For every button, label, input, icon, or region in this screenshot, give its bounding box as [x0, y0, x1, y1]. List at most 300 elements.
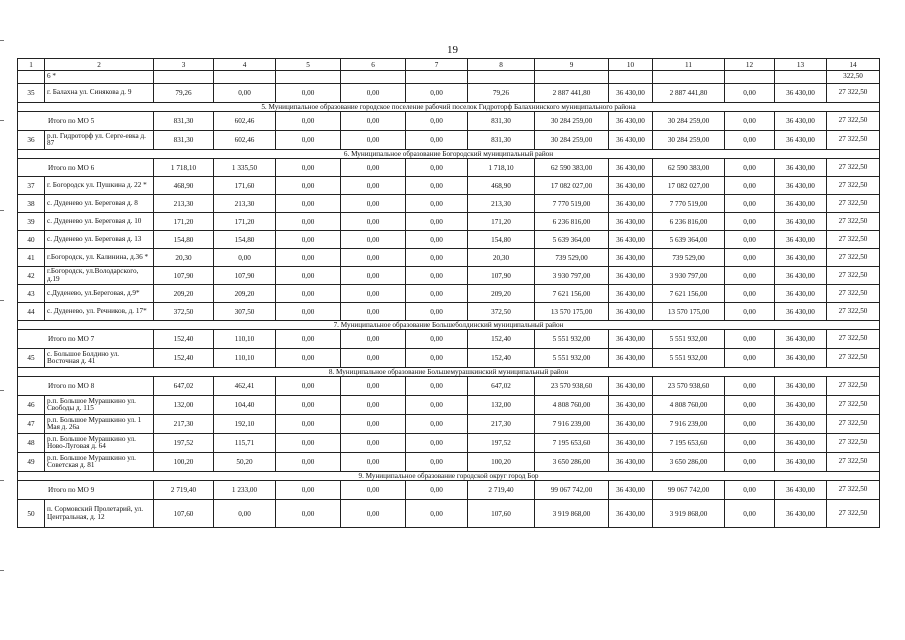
data-table [17, 58, 880, 528]
table-cell: 0,00 [406, 195, 468, 213]
table-cell: 0,00 [276, 500, 341, 528]
table-cell: 0,00 [341, 195, 406, 213]
table-cell: 322,50 [827, 71, 880, 84]
address-cell: с. Дуденево ул. Береговая д. 13 [45, 231, 154, 249]
table-cell [341, 71, 406, 84]
table-cell: 372,50 [468, 303, 535, 321]
table-cell: 0,00 [725, 330, 775, 349]
table-cell: 110,10 [214, 330, 276, 349]
table-cell: 7 621 156,00 [653, 285, 725, 303]
table-cell: 3 930 797,00 [653, 267, 725, 285]
table-cell: 17 082 027,00 [535, 177, 609, 195]
table-row [18, 500, 880, 528]
subtotal-label: Итого по МО 8 [18, 377, 154, 396]
subtotal-row [18, 112, 880, 131]
table-cell: 17 082 027,00 [653, 177, 725, 195]
table-cell: 20,30 [468, 249, 535, 267]
table-cell: 152,40 [468, 330, 535, 349]
table-cell: 209,20 [468, 285, 535, 303]
table-row [18, 349, 880, 368]
table-cell: 152,40 [468, 349, 535, 368]
table-cell: 0,00 [725, 213, 775, 231]
section-heading-row [18, 368, 880, 377]
table-cell: 0,00 [276, 453, 341, 472]
table-cell: 171,60 [214, 177, 276, 195]
table-cell: 0,00 [276, 267, 341, 285]
table-cell: 13 570 175,00 [535, 303, 609, 321]
table-cell: 27 322,50 [827, 377, 880, 396]
table-cell: 36 430,00 [609, 213, 653, 231]
table-cell: 0,00 [276, 330, 341, 349]
table-cell: 36 430,00 [775, 131, 827, 150]
table-cell: 0,00 [276, 159, 341, 177]
table-row [18, 131, 880, 150]
table-cell: 7 195 653,60 [535, 434, 609, 453]
table-cell: 13 570 175,00 [653, 303, 725, 321]
table-cell: 36 430,00 [775, 285, 827, 303]
table-cell: 0,00 [341, 213, 406, 231]
table-cell: 3 650 286,00 [653, 453, 725, 472]
table-cell: 1 718,10 [154, 159, 214, 177]
table-cell: 0,00 [725, 231, 775, 249]
table-cell: 0,00 [406, 434, 468, 453]
table-cell: 36 430,00 [609, 481, 653, 500]
table-cell: 602,46 [214, 112, 276, 131]
table-cell: 0,00 [341, 349, 406, 368]
table-cell: 30 284 259,00 [653, 112, 725, 131]
table-cell: 36 430,00 [609, 330, 653, 349]
table-cell: 27 322,50 [827, 267, 880, 285]
table-cell: 0,00 [406, 377, 468, 396]
subtotal-label: Итого по МО 9 [18, 481, 154, 500]
subtotal-row [18, 377, 880, 396]
table-row [18, 84, 880, 103]
address-cell: с. Дуденево ул. Береговая д. 10 [45, 213, 154, 231]
table-cell: 0,00 [341, 112, 406, 131]
table-cell: 36 430,00 [609, 249, 653, 267]
table-cell: 831,30 [154, 112, 214, 131]
table-cell: 647,02 [154, 377, 214, 396]
table-cell: 0,00 [406, 396, 468, 415]
section-heading-row [18, 472, 880, 481]
table-cell: 0,00 [276, 349, 341, 368]
table-cell: 0,00 [406, 500, 468, 528]
row-number-cell: 37 [18, 177, 45, 195]
table-cell: 0,00 [406, 159, 468, 177]
table-cell: 2 887 441,80 [535, 84, 609, 103]
table-cell: 0,00 [725, 84, 775, 103]
table-cell: 115,71 [214, 434, 276, 453]
table-cell [406, 71, 468, 84]
table-cell: 27 322,50 [827, 84, 880, 103]
row-number-cell: 41 [18, 249, 45, 267]
column-number: 7 [406, 59, 468, 71]
column-number: 3 [154, 59, 214, 71]
table-cell: 213,30 [214, 195, 276, 213]
section-heading-row [18, 103, 880, 112]
table-cell: 0,00 [276, 396, 341, 415]
table-cell: 0,00 [725, 195, 775, 213]
table-cell: 0,00 [406, 349, 468, 368]
table-cell [653, 71, 725, 84]
address-cell: г.Богородск, ул. Калинина, д.36 * [45, 249, 154, 267]
table-cell: 0,00 [725, 377, 775, 396]
table-cell: 1 335,50 [214, 159, 276, 177]
table-cell: 36 430,00 [609, 303, 653, 321]
column-number: 13 [775, 59, 827, 71]
table-row [18, 177, 880, 195]
table-cell [214, 71, 276, 84]
table-row [18, 267, 880, 285]
table-cell: 0,00 [725, 481, 775, 500]
table-body [18, 59, 880, 528]
table-cell: 831,30 [468, 112, 535, 131]
table-cell: 27 322,50 [827, 396, 880, 415]
table-cell: 7 770 519,00 [535, 195, 609, 213]
column-number: 14 [827, 59, 880, 71]
row-number-cell: 48 [18, 434, 45, 453]
table-cell: 3 930 797,00 [535, 267, 609, 285]
table-cell: 5 639 364,00 [653, 231, 725, 249]
table-cell: 739 529,00 [535, 249, 609, 267]
table-cell: 36 430,00 [609, 231, 653, 249]
table-cell: 0,00 [725, 285, 775, 303]
table-cell: 27 322,50 [827, 303, 880, 321]
table-cell [775, 71, 827, 84]
address-cell: п. Сормовский Пролетарий, ул. Центральная, д. 12 [45, 500, 154, 528]
section-heading: 9. Муниципальное образование городской округ город Бор [18, 472, 880, 481]
table-cell: 36 430,00 [775, 415, 827, 434]
address-cell: с. Дуденево, ул. Речников, д. 17* [45, 303, 154, 321]
table-cell: 2 719,40 [154, 481, 214, 500]
table-row [18, 396, 880, 415]
table-cell: 209,20 [214, 285, 276, 303]
table-cell: 36 430,00 [775, 177, 827, 195]
address-cell: с. Дуденево ул. Береговая д. 8 [45, 195, 154, 213]
table-cell: 0,00 [725, 349, 775, 368]
table-cell: 79,26 [468, 84, 535, 103]
table-row [18, 213, 880, 231]
table-cell: 0,00 [276, 131, 341, 150]
table-cell: 36 430,00 [609, 195, 653, 213]
table-cell: 0,00 [725, 415, 775, 434]
table-cell: 7 916 239,00 [653, 415, 725, 434]
table-cell: 36 430,00 [609, 434, 653, 453]
table-cell: 0,00 [406, 267, 468, 285]
table-cell: 36 430,00 [609, 267, 653, 285]
table-cell: 154,80 [214, 231, 276, 249]
address-cell: р.п. Большое Мурашкино ул. Советская д. 81 [45, 453, 154, 472]
column-number: 8 [468, 59, 535, 71]
table-cell: 30 284 259,00 [535, 131, 609, 150]
table-cell: 99 067 742,00 [535, 481, 609, 500]
table-cell [276, 71, 341, 84]
table-cell: 5 551 932,00 [535, 349, 609, 368]
subtotal-label: Итого по МО 6 [18, 159, 154, 177]
section-heading: 6. Муниципальное образование Богородский муниципальный район [18, 150, 880, 159]
address-cell: г. Балахна ул. Синякова д. 9 [45, 84, 154, 103]
table-cell: 36 430,00 [775, 112, 827, 131]
table-cell: 0,00 [341, 84, 406, 103]
table-cell: 213,30 [154, 195, 214, 213]
address-cell: г.Богородск, ул.Володарского, д.19 [45, 267, 154, 285]
table-cell: 0,00 [406, 112, 468, 131]
table-cell: 7 195 653,60 [653, 434, 725, 453]
table-cell: 468,90 [154, 177, 214, 195]
table-cell: 0,00 [214, 249, 276, 267]
subtotal-row [18, 481, 880, 500]
table-row [18, 303, 880, 321]
table-cell: 192,10 [214, 415, 276, 434]
table-cell: 30 284 259,00 [535, 112, 609, 131]
table-cell: 36 430,00 [775, 434, 827, 453]
table-cell: 0,00 [341, 177, 406, 195]
table-cell: 0,00 [341, 396, 406, 415]
table-cell: 36 430,00 [609, 500, 653, 528]
table-cell: 0,00 [725, 453, 775, 472]
table-cell: 0,00 [725, 112, 775, 131]
table-cell: 0,00 [341, 131, 406, 150]
table-cell: 0,00 [406, 177, 468, 195]
table-cell: 739 529,00 [653, 249, 725, 267]
table-cell: 36 430,00 [775, 330, 827, 349]
table-cell: 462,41 [214, 377, 276, 396]
table-cell: 27 322,50 [827, 330, 880, 349]
table-cell: 36 430,00 [609, 453, 653, 472]
table-cell: 217,30 [154, 415, 214, 434]
table-cell: 79,26 [154, 84, 214, 103]
table-row [18, 453, 880, 472]
table-cell: 0,00 [214, 500, 276, 528]
table-cell: 0,00 [406, 285, 468, 303]
table-cell: 0,00 [341, 231, 406, 249]
table-cell: 0,00 [406, 415, 468, 434]
table-cell: 152,40 [154, 330, 214, 349]
table-cell: 3 650 286,00 [535, 453, 609, 472]
table-cell: 213,30 [468, 195, 535, 213]
table-cell: 104,40 [214, 396, 276, 415]
table-cell: 132,00 [154, 396, 214, 415]
table-cell: 0,00 [406, 481, 468, 500]
table-cell [535, 71, 609, 84]
table-cell: 5 551 932,00 [535, 330, 609, 349]
table-row [18, 195, 880, 213]
row-number-cell: 35 [18, 84, 45, 103]
row-number-cell: 38 [18, 195, 45, 213]
table-cell: 154,80 [154, 231, 214, 249]
table-cell: 7 621 156,00 [535, 285, 609, 303]
address-cell: р.п. Большое Мурашкино ул. 1 Мая д. 26а [45, 415, 154, 434]
table-cell: 0,00 [276, 285, 341, 303]
table-cell: 0,00 [406, 231, 468, 249]
table-cell: 0,00 [341, 249, 406, 267]
table-cell: 107,90 [468, 267, 535, 285]
table-cell: 171,20 [154, 213, 214, 231]
table-cell: 107,90 [154, 267, 214, 285]
table-cell: 62 590 383,00 [535, 159, 609, 177]
row-number-cell: 49 [18, 453, 45, 472]
table-cell: 27 322,50 [827, 481, 880, 500]
table-cell: 27 322,50 [827, 285, 880, 303]
table-cell: 197,52 [154, 434, 214, 453]
table-cell: 0,00 [276, 177, 341, 195]
table-cell: 831,30 [468, 131, 535, 150]
table-cell: 36 430,00 [775, 453, 827, 472]
table-cell: 152,40 [154, 349, 214, 368]
table-cell: 36 430,00 [609, 285, 653, 303]
table-cell: 36 430,00 [775, 195, 827, 213]
column-number: 6 [341, 59, 406, 71]
section-heading: 8. Муниципальное образование Большемурашкинский муниципальный район [18, 368, 880, 377]
table-cell: 23 570 938,60 [535, 377, 609, 396]
table-cell: 831,30 [154, 131, 214, 150]
table-cell: 1 233,00 [214, 481, 276, 500]
section-heading: 5. Муниципальное образование городское поселение рабочий поселок Гидроторф Балахнинского муниципального района [18, 103, 880, 112]
table-cell [154, 71, 214, 84]
table-row [18, 434, 880, 453]
table-cell: 217,30 [468, 415, 535, 434]
section-heading: 7. Муниципальное образование Большеболдинский муниципальный район [18, 321, 880, 330]
table-cell: 36 430,00 [609, 131, 653, 150]
table-cell: 36 430,00 [775, 231, 827, 249]
table-cell: 7 916 239,00 [535, 415, 609, 434]
table-cell: 0,00 [341, 415, 406, 434]
table-cell: 0,00 [276, 434, 341, 453]
row-number-cell: 39 [18, 213, 45, 231]
table-cell: 3 919 868,00 [653, 500, 725, 528]
table-cell: 0,00 [276, 213, 341, 231]
table-cell: 107,90 [214, 267, 276, 285]
table-row [18, 285, 880, 303]
table-cell: 372,50 [154, 303, 214, 321]
table-cell: 5 639 364,00 [535, 231, 609, 249]
table-cell: 3 919 868,00 [535, 500, 609, 528]
table-cell: 27 322,50 [827, 500, 880, 528]
page-number: 19 [447, 44, 458, 56]
table-cell: 27 322,50 [827, 131, 880, 150]
table-cell: 107,60 [468, 500, 535, 528]
table-cell: 0,00 [406, 453, 468, 472]
table-cell [468, 71, 535, 84]
table-cell: 100,20 [468, 453, 535, 472]
table-cell: 36 430,00 [609, 349, 653, 368]
table-cell: 107,60 [154, 500, 214, 528]
table-cell: 7 770 519,00 [653, 195, 725, 213]
table-cell: 0,00 [276, 249, 341, 267]
table-cell: 2 719,40 [468, 481, 535, 500]
row-number-cell: 50 [18, 500, 45, 528]
table-cell: 36 430,00 [775, 500, 827, 528]
table-cell: 36 430,00 [609, 159, 653, 177]
table-cell: 23 570 938,60 [653, 377, 725, 396]
scan-margin-marks [0, 0, 6, 640]
table-cell: 27 322,50 [827, 231, 880, 249]
table-cell: 468,90 [468, 177, 535, 195]
table-cell [725, 71, 775, 84]
table-cell: 0,00 [341, 481, 406, 500]
address-cell: с. Большое Болдино ул. Восточная д. 41 [45, 349, 154, 368]
table-cell: 154,80 [468, 231, 535, 249]
table-cell: 0,00 [406, 213, 468, 231]
table-cell: 0,00 [341, 434, 406, 453]
table-cell: 36 430,00 [775, 84, 827, 103]
row-number-cell: 44 [18, 303, 45, 321]
table-cell: 171,20 [214, 213, 276, 231]
table-cell: 36 430,00 [775, 159, 827, 177]
column-number-row [18, 59, 880, 71]
column-number: 10 [609, 59, 653, 71]
table-cell: 50,20 [214, 453, 276, 472]
table-cell: 132,00 [468, 396, 535, 415]
table-cell: 0,00 [725, 500, 775, 528]
subtotal-row [18, 159, 880, 177]
subtotal-row [18, 330, 880, 349]
table-cell: 0,00 [276, 112, 341, 131]
table-cell: 36 430,00 [609, 396, 653, 415]
section-heading-row [18, 321, 880, 330]
table-cell: 0,00 [725, 249, 775, 267]
table-cell: 209,20 [154, 285, 214, 303]
row-number-cell: 36 [18, 131, 45, 150]
column-number: 9 [535, 59, 609, 71]
column-number: 12 [725, 59, 775, 71]
table-cell: 197,52 [468, 434, 535, 453]
table-cell: 0,00 [725, 396, 775, 415]
table-cell: 0,00 [406, 84, 468, 103]
table-cell: 36 430,00 [775, 377, 827, 396]
column-number: 1 [18, 59, 45, 71]
table-row [18, 71, 880, 84]
table-cell: 20,30 [154, 249, 214, 267]
table-cell: 1 718,10 [468, 159, 535, 177]
table-cell: 36 430,00 [775, 396, 827, 415]
table-cell: 0,00 [725, 303, 775, 321]
table-cell: 27 322,50 [827, 177, 880, 195]
table-cell: 0,00 [276, 415, 341, 434]
table-cell [609, 71, 653, 84]
table-cell: 602,46 [214, 131, 276, 150]
column-number: 4 [214, 59, 276, 71]
table-cell: 0,00 [406, 249, 468, 267]
table-cell: 0,00 [406, 303, 468, 321]
table-cell: 4 808 760,00 [535, 396, 609, 415]
row-number-cell: 45 [18, 349, 45, 368]
table-cell: 0,00 [276, 231, 341, 249]
table-cell: 0,00 [276, 84, 341, 103]
table-cell: 36 430,00 [609, 377, 653, 396]
table-cell: 0,00 [406, 330, 468, 349]
table-cell: 4 808 760,00 [653, 396, 725, 415]
address-cell: р.п. Большое Мурашкино ул. Ново-Луговая д. 64 [45, 434, 154, 453]
table-cell: 2 887 441,80 [653, 84, 725, 103]
table-cell: 27 322,50 [827, 112, 880, 131]
table-cell: 36 430,00 [609, 112, 653, 131]
table-cell: 6 236 816,00 [535, 213, 609, 231]
row-number-cell [18, 71, 45, 84]
table-cell: 5 551 932,00 [653, 349, 725, 368]
table-cell: 27 322,50 [827, 249, 880, 267]
table-cell: 27 322,50 [827, 195, 880, 213]
table-cell: 62 590 383,00 [653, 159, 725, 177]
table-cell: 0,00 [341, 453, 406, 472]
table-cell: 0,00 [725, 131, 775, 150]
subtotal-label: Итого по МО 7 [18, 330, 154, 349]
row-number-cell: 42 [18, 267, 45, 285]
table-cell: 36 430,00 [775, 303, 827, 321]
row-number-cell: 46 [18, 396, 45, 415]
column-number: 11 [653, 59, 725, 71]
table-cell: 27 322,50 [827, 349, 880, 368]
